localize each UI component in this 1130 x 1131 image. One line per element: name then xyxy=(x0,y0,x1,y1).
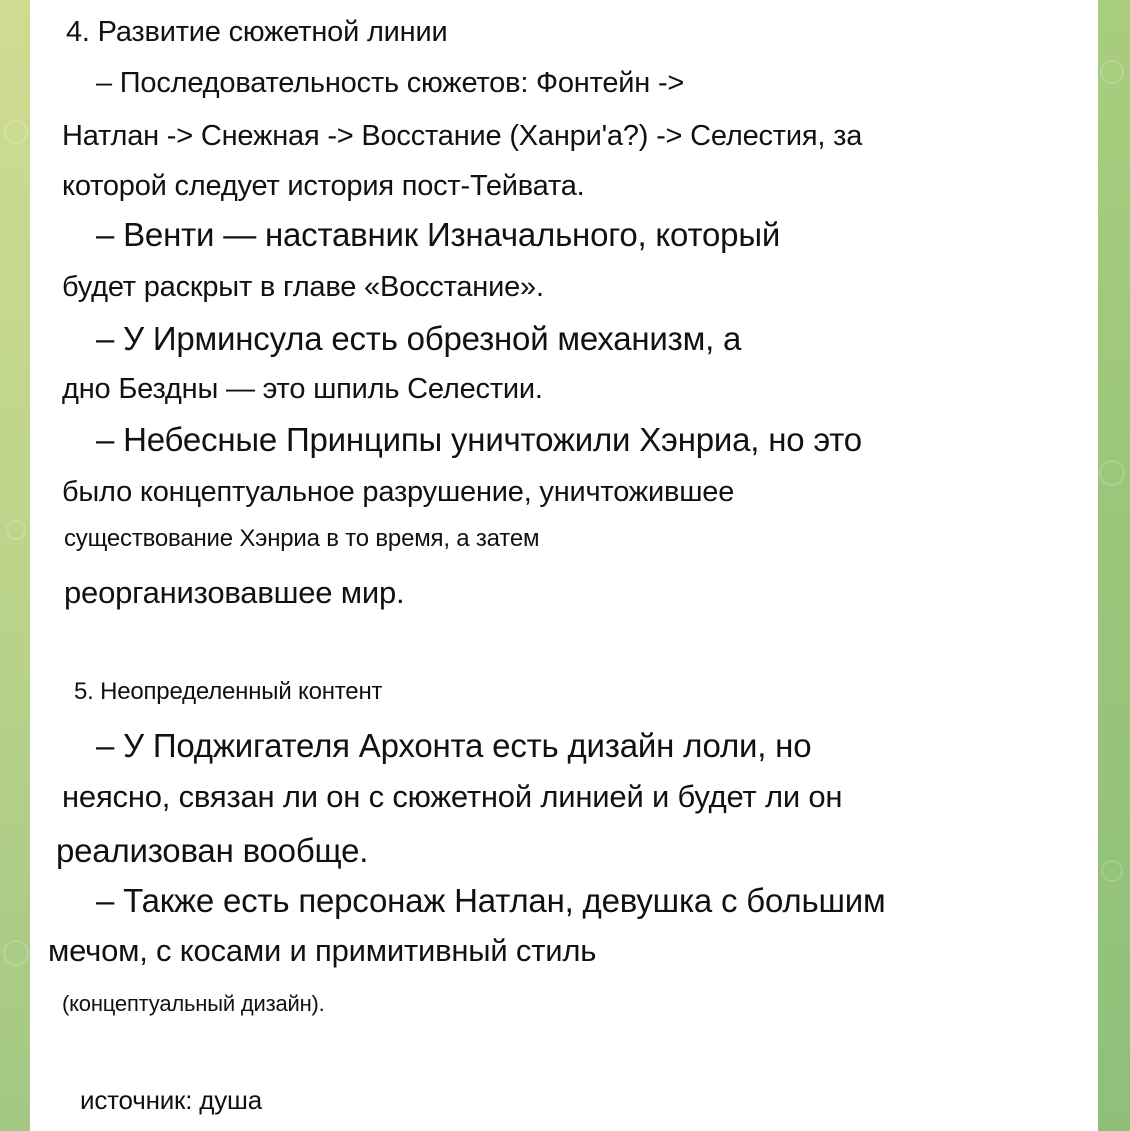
wallpaper-doodle xyxy=(6,520,26,540)
message-line: – Небесные Принципы уничтожили Хэнриа, но это xyxy=(96,421,862,458)
message-line: – Венти — наставник Изначального, который xyxy=(96,216,781,253)
message-line: Натлан -> Снежная -> Восстание (Ханри'а?) -> Селестия, за xyxy=(62,120,863,152)
message-line: было концептуальное разрушение, уничтожившее xyxy=(62,476,735,508)
message-line: существование Хэнриа в то время, а затем xyxy=(64,525,540,552)
message-line: мечом, с косами и примитивный стиль xyxy=(48,933,597,968)
section-heading: 5. Неопределенный контент xyxy=(74,678,383,705)
message-line: которой следует история пост-Тейвата. xyxy=(62,170,585,202)
chat-wallpaper-right xyxy=(1098,0,1130,1131)
wallpaper-doodle xyxy=(3,940,29,966)
message-line: будет раскрыт в главе «Восстание». xyxy=(62,271,544,303)
message-bubble[interactable] xyxy=(30,0,1098,1131)
wallpaper-doodle xyxy=(1101,860,1123,882)
source-line: источник: душа xyxy=(80,1085,262,1115)
message-line: неясно, связан ли он с сюжетной линией и будет ли он xyxy=(62,779,843,814)
message-line: (концептуальный дизайн). xyxy=(62,991,325,1016)
message-line: дно Бездны — это шпиль Селестии. xyxy=(62,373,543,405)
message-line: – Последовательность сюжетов: Фонтейн -> xyxy=(96,67,685,99)
wallpaper-doodle xyxy=(1099,460,1125,486)
message-line: – Также есть персонаж Натлан, девушка с большим xyxy=(96,882,886,919)
message-line: – У Ирминсула есть обрезной механизм, а xyxy=(96,320,742,357)
section-heading: 4. Развитие сюжетной линии xyxy=(66,16,448,48)
message-line: реорганизовавшее мир. xyxy=(64,575,405,610)
message-line: реализован вообще. xyxy=(56,832,369,869)
wallpaper-doodle xyxy=(1100,60,1124,84)
wallpaper-doodle xyxy=(4,120,28,144)
message-line: – У Поджигателя Архонта есть дизайн лоли, но xyxy=(96,727,812,764)
